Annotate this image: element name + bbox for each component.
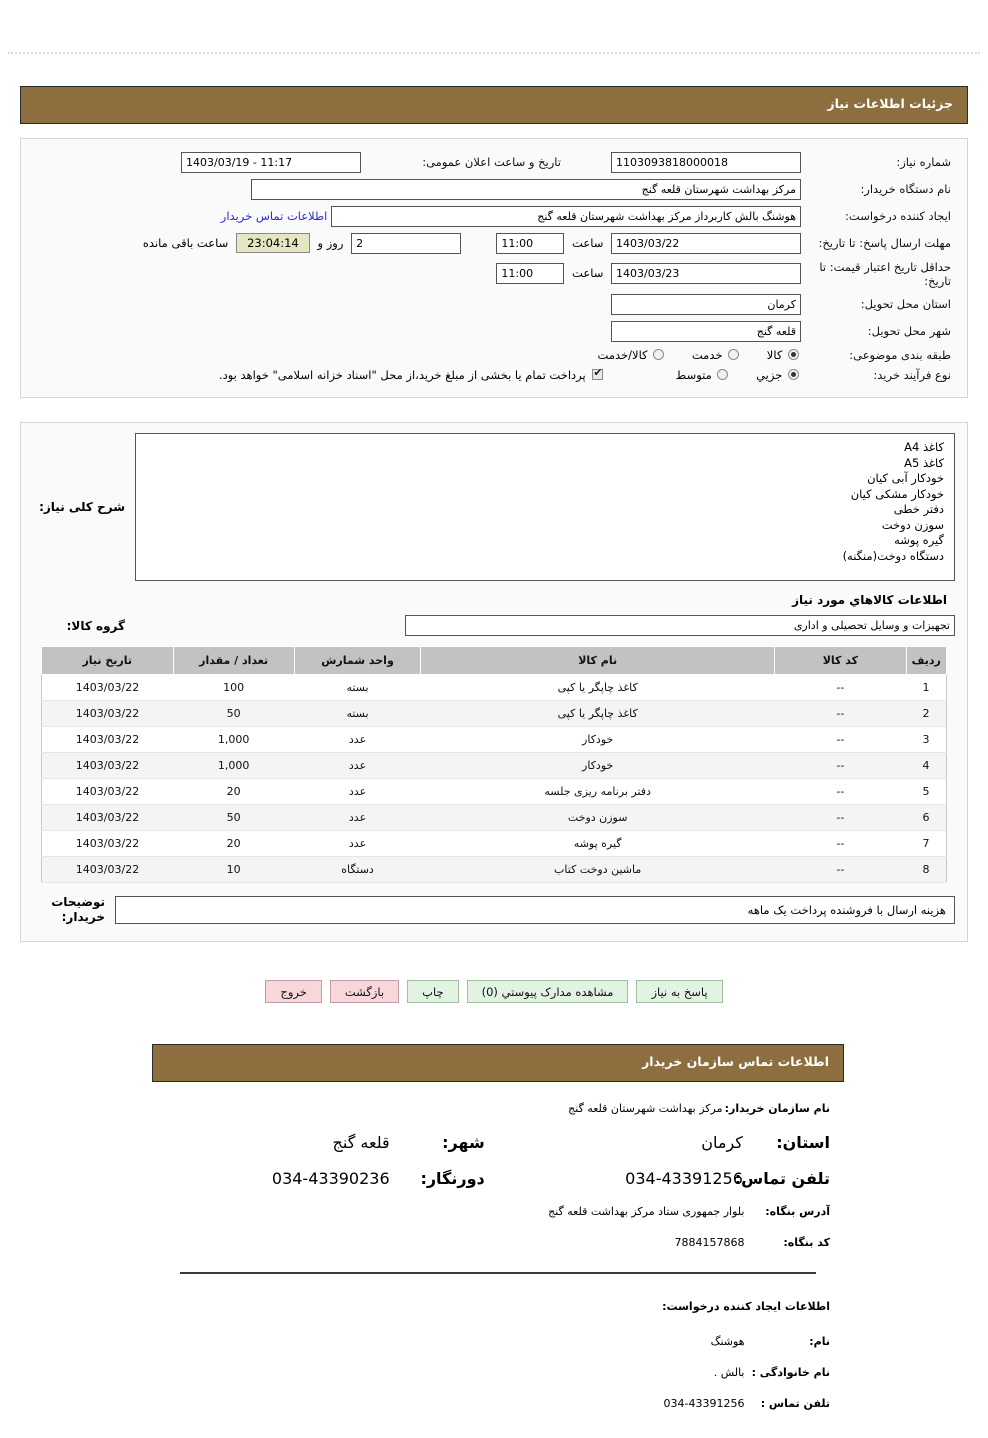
contact-fax-label: دورنگار: <box>420 1168 485 1188</box>
action-buttons <box>20 980 968 1003</box>
province-row <box>33 291 955 318</box>
col-header-date: تاریخ نیاز <box>42 647 174 675</box>
category-option-label: کالا/خدمت <box>597 347 648 362</box>
cell-qty: 1,000 <box>173 753 294 779</box>
cell-row: 5 <box>906 779 946 805</box>
cell-unit: عدد <box>294 831 420 857</box>
exit-button[interactable]: خروج <box>265 980 321 1003</box>
cell-unit: بسته <box>294 675 420 701</box>
cell-date: 1403/03/22 <box>42 857 174 883</box>
cell-unit: عدد <box>294 779 420 805</box>
contact-buyer-org-value: مرکز بهداشت شهرستان قلعه گنج <box>568 1101 723 1115</box>
cell-code: -- <box>775 701 906 727</box>
contact-province-label: استان: <box>776 1132 830 1152</box>
creator-first-name-row <box>166 1335 830 1349</box>
creator-last-name-label: نام خانوادگی : <box>751 1365 830 1379</box>
contact-phone-value: 034-43391256 <box>625 1168 743 1188</box>
announce-datetime-label: تاریخ و ساعت اعلان عمومی: <box>422 155 561 169</box>
need-details-panel <box>20 86 968 398</box>
city-label: شهر محل تحویل: <box>867 324 951 338</box>
cell-code: -- <box>775 831 906 857</box>
cell-code: -- <box>775 675 906 701</box>
countdown-suffix: ساعت باقی مانده <box>142 235 229 250</box>
need-number-row <box>33 149 955 176</box>
province-value: کرمان <box>611 294 801 315</box>
cell-date: 1403/03/22 <box>42 831 174 857</box>
creator-value: هوشنگ بالش کاربرداز مرکز بهداشت شهرستان قلعه گنج <box>331 206 801 227</box>
contact-address-row <box>166 1205 830 1219</box>
description-line: کاغذ A5 <box>904 455 944 470</box>
need-details-card <box>20 138 968 398</box>
treasury-checkbox[interactable] <box>592 369 603 380</box>
cell-name: ماشین دوخت کتاب <box>421 857 775 883</box>
validity-date: 1403/03/23 <box>611 263 801 284</box>
announce-datetime-value: 1403/03/19 - 11:17 <box>181 152 361 173</box>
cell-row: 7 <box>906 831 946 857</box>
buyer-org-label: نام دستگاه خریدار: <box>860 182 951 196</box>
deadline-time: 11:00 <box>496 233 564 254</box>
category-label: طبقه بندی موضوعی: <box>849 347 951 362</box>
buyer-org-value: مرکز بهداشت شهرستان قلعه گنج <box>251 179 801 200</box>
contact-body <box>152 1082 844 1438</box>
creator-last-name-row <box>166 1366 830 1380</box>
creator-first-name-label: نام: <box>809 1334 830 1348</box>
col-header-code: کد کالا <box>775 647 906 675</box>
table-row <box>42 831 947 857</box>
category-option-label: کالا <box>766 347 783 362</box>
buyer-contact-link[interactable]: اطلاعات تماس خریدار <box>220 208 328 223</box>
radio-icon[interactable] <box>728 349 739 360</box>
buyer-note-row <box>33 895 955 925</box>
process-option-jozei[interactable] <box>756 368 801 382</box>
cell-unit: عدد <box>294 727 420 753</box>
col-header-row: ردیف <box>906 647 946 675</box>
cell-date: 1403/03/22 <box>42 779 174 805</box>
goods-section-title: اطلاعات کالاهاي مورد نياز <box>792 593 947 607</box>
treasury-note: پرداخت تمام یا بخشی از مبلغ خرید،از محل "اسناد خزانه اسلامی" خواهد بود. <box>218 367 586 382</box>
creator-label: ایجاد کننده درخواست: <box>845 209 951 223</box>
process-option-label: متوسط <box>675 367 712 382</box>
cell-code: -- <box>775 779 906 805</box>
process-label: نوع فرآیند خرید: <box>873 367 951 382</box>
contact-city-label: شهر: <box>442 1132 485 1152</box>
validity-hour-label: ساعت <box>572 266 604 280</box>
cell-code: -- <box>775 753 906 779</box>
table-row <box>42 779 947 805</box>
process-row <box>33 365 955 385</box>
remaining-days-value: 2 <box>351 233 461 254</box>
description-line: دستگاه دوخت(منگنه) <box>842 548 944 563</box>
description-line: خودکار آبی کیان <box>867 471 944 485</box>
contact-phone-fax-row <box>166 1169 830 1188</box>
validity-label: حداقل تاریخ اعتبار قیمت: تا تاریخ: <box>819 259 951 288</box>
deadline-hour-label: ساعت <box>572 235 604 250</box>
description-line: کاغذ A4 <box>904 440 944 454</box>
cell-date: 1403/03/22 <box>42 727 174 753</box>
cell-date: 1403/03/22 <box>42 701 174 727</box>
remaining-days-unit: روز و <box>317 235 344 250</box>
cell-row: 2 <box>906 701 946 727</box>
buyer-note-label: توضیحات خریدار: <box>51 895 105 924</box>
province-label: استان محل تحویل: <box>860 297 951 311</box>
cell-name: دفتر برنامه ریزی جلسه <box>421 779 775 805</box>
city-value: قلعه گنج <box>611 321 801 342</box>
creator-phone-row <box>166 1397 830 1411</box>
process-option-motevaset[interactable] <box>676 368 731 382</box>
radio-icon[interactable] <box>653 349 664 360</box>
description-box <box>135 433 955 581</box>
contact-postal-label: کد بنگاه: <box>783 1235 830 1249</box>
cell-row: 1 <box>906 675 946 701</box>
print-button[interactable]: چاپ <box>407 980 458 1003</box>
cell-unit: بسته <box>294 701 420 727</box>
contact-section-title: اطلاعات تماس سازمان خریدار <box>152 1044 844 1082</box>
description-line: سوزن دوخت <box>881 517 944 532</box>
contact-fax-value: 034-43390236 <box>271 1168 390 1188</box>
cell-qty: 50 <box>173 805 294 831</box>
contact-address-value: بلوار جمهوری ستاد مرکز بهداشت قلعه گنج <box>548 1204 745 1218</box>
contact-postal-row <box>166 1236 830 1250</box>
goods-panel <box>20 422 968 942</box>
contact-buyer-org-row <box>166 1102 830 1116</box>
cell-name: کاغذ چاپگر یا کپی <box>421 675 775 701</box>
table-row <box>42 675 947 701</box>
creator-row <box>33 203 955 230</box>
buyer-org-row <box>33 176 955 203</box>
cell-unit: دستگاه <box>294 857 420 883</box>
table-row <box>42 727 947 753</box>
category-option-label: خدمت <box>691 347 723 362</box>
contact-panel <box>152 1044 844 1438</box>
radio-icon[interactable] <box>788 349 799 360</box>
cell-row: 6 <box>906 805 946 831</box>
creator-section-title: اطلاعات ایجاد کننده درخواست: <box>662 1299 830 1313</box>
top-divider <box>8 52 980 54</box>
contact-postal-value: 7884157868 <box>674 1235 745 1249</box>
table-row <box>42 857 947 883</box>
description-line: خودکار مشکی کیان <box>850 486 944 501</box>
buyer-note-value: هزینه ارسال با فروشنده پرداخت یک ماهه <box>115 896 955 924</box>
creator-first-name-value: هوشنگ <box>710 1334 745 1348</box>
cell-date: 1403/03/22 <box>42 753 174 779</box>
cell-row: 8 <box>906 857 946 883</box>
contact-phone-label: تلفن تماس: <box>734 1168 830 1188</box>
creator-last-name-value: بالش . <box>713 1365 745 1379</box>
goods-table <box>41 646 947 883</box>
cell-date: 1403/03/22 <box>42 805 174 831</box>
description-row <box>33 433 955 581</box>
countdown-timer: 23:04:14 <box>236 233 310 253</box>
contact-divider <box>180 1272 816 1274</box>
table-row <box>42 805 947 831</box>
cell-name: گیره پوشه <box>421 831 775 857</box>
cell-name: خودکار <box>421 727 775 753</box>
cell-qty: 20 <box>173 831 294 857</box>
table-row <box>42 753 947 779</box>
cell-name: کاغذ چاپگر یا کپی <box>421 701 775 727</box>
cell-unit: عدد <box>294 805 420 831</box>
table-row <box>42 701 947 727</box>
category-option-kala[interactable] <box>767 348 801 362</box>
col-header-name: نام کالا <box>421 647 775 675</box>
cell-code: -- <box>775 857 906 883</box>
need-details-title: جزئیات اطلاعات نیاز <box>20 86 968 124</box>
deadline-label: مهلت ارسال پاسخ: تا تاریخ: <box>818 236 951 250</box>
goods-table-header-row <box>42 647 947 675</box>
contact-province-value: کرمان <box>701 1132 743 1152</box>
cell-code: -- <box>775 727 906 753</box>
city-row <box>33 318 955 345</box>
cell-qty: 20 <box>173 779 294 805</box>
description-line: گیره پوشه <box>894 533 944 547</box>
category-option-kala-khedmat[interactable] <box>598 348 667 362</box>
back-button[interactable]: بازگشت <box>330 980 399 1003</box>
col-header-qty: تعداد / مقدار <box>173 647 294 675</box>
description-line: دفتر خطی <box>893 502 944 516</box>
validity-row <box>33 257 955 291</box>
deadline-row <box>33 230 955 257</box>
category-row <box>33 345 955 365</box>
process-option-label: جزيي <box>756 367 783 382</box>
radio-icon[interactable] <box>788 369 799 380</box>
contact-province-city-row <box>166 1133 830 1152</box>
cell-qty: 10 <box>173 857 294 883</box>
contact-city-value: قلعه گنج <box>332 1132 390 1152</box>
cell-name: سوزن دوخت <box>421 805 775 831</box>
cell-qty: 1,000 <box>173 727 294 753</box>
need-number-value: 1103093818000018 <box>611 152 801 173</box>
view-attachments-button[interactable]: مشاهده مدارک پیوستي (0) <box>467 980 629 1003</box>
cell-unit: عدد <box>294 753 420 779</box>
col-header-unit: واحد شمارش <box>294 647 420 675</box>
validity-time: 11:00 <box>496 263 564 284</box>
goods-group-value: تجهیزات و وسایل تحصیلی و اداری <box>405 615 955 636</box>
respond-button[interactable]: پاسخ به نیاز <box>636 980 722 1003</box>
description-label: شرح کلی نیاز: <box>39 500 125 514</box>
cell-date: 1403/03/22 <box>42 675 174 701</box>
goods-group-row <box>33 615 955 636</box>
cell-name: خودکار <box>421 753 775 779</box>
contact-buyer-org-label: نام سازمان خریدار: <box>724 1101 830 1115</box>
cell-qty: 50 <box>173 701 294 727</box>
cell-row: 4 <box>906 753 946 779</box>
deadline-date: 1403/03/22 <box>611 233 801 254</box>
contact-address-label: آدرس بنگاه: <box>765 1204 830 1218</box>
creator-phone-value: 034-43391256 <box>663 1396 745 1410</box>
need-details-form <box>33 149 955 385</box>
goods-group-label: گروه کالا: <box>66 618 125 633</box>
cell-row: 3 <box>906 727 946 753</box>
cell-qty: 100 <box>173 675 294 701</box>
category-option-khedmat[interactable] <box>692 348 741 362</box>
goods-card <box>20 422 968 942</box>
cell-code: -- <box>775 805 906 831</box>
creator-phone-label: تلفن تماس : <box>760 1396 830 1410</box>
need-number-label: شماره نیاز: <box>896 155 951 169</box>
radio-icon[interactable] <box>717 369 728 380</box>
